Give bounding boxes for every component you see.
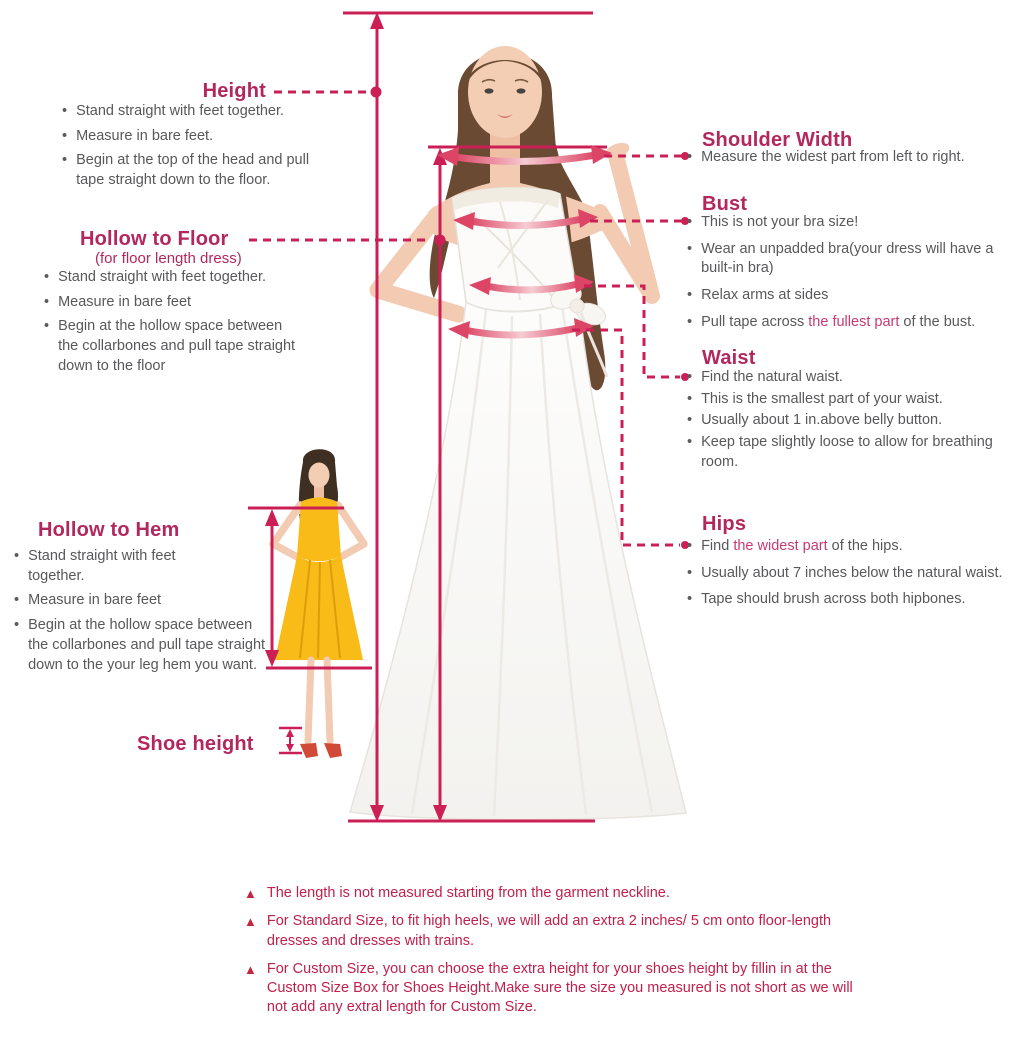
list-item: • Tape should brush across both hipbones. (687, 590, 1009, 610)
list-item: • Measure in bare feet (44, 293, 306, 313)
list-item: • Wear an unpadded bra(your dress will have a built-in bra) (687, 240, 1009, 279)
hips-title: Hips (702, 513, 747, 535)
hips-bullets (687, 537, 1009, 617)
shoulder-width-title: Shoulder Width (702, 129, 853, 151)
list-item: • Begin at the hollow space between the collarbones and pull tape straight down to the your leg hem you want. (14, 616, 266, 675)
list-item-highlight: • Pull tape across the fullest part of the bust. (687, 313, 1009, 333)
list-item: • Stand straight with feet together. (44, 268, 306, 288)
height-bullets (62, 102, 318, 196)
shoe-height-marker (279, 728, 302, 753)
small-model-figure (273, 449, 364, 758)
list-item: • Relax arms at sides (687, 286, 1009, 306)
shoe-height-title: Shoe height (137, 733, 254, 755)
list-item-highlight: • Find the widest part of the hips. (687, 537, 1009, 557)
bust-bullets (687, 213, 1009, 340)
footnote-item: ▲ For Custom Size, you can choose the extra height for your shoes height by fillin in at the Custom Size Box for Shoes Height.Make sure the size you measured is not short as we will not add any extral length for Custom Size. (244, 960, 858, 1018)
list-item: • Measure the widest part from left to right. (687, 148, 1009, 168)
connector-dots (681, 152, 689, 549)
height-title: Height (202, 80, 266, 102)
list-item: • Measure in bare feet (14, 591, 266, 611)
waist-title: Waist (702, 347, 756, 369)
list-item: • Usually about 7 inches below the natural waist. (687, 564, 1009, 584)
waist-bullets (687, 368, 1009, 475)
list-item: • Begin at the top of the head and pull tape straight down to the floor. (62, 151, 318, 190)
list-item: • Usually about 1 in.above belly button. (687, 411, 1009, 431)
hollow-to-hem-bullets (14, 547, 266, 680)
footnote-item: ▲ For Standard Size, to fit high heels, we will add an extra 2 inches/ 5 cm onto floor-length dresses and dresses with trains. (244, 912, 858, 951)
list-item: • Keep tape slightly loose to allow for breathing room. (687, 433, 1009, 472)
list-item: • This is the smallest part of your waist. (687, 390, 1009, 410)
list-item: • Stand straight with feet together. (14, 547, 266, 586)
list-item: • Measure in bare feet. (62, 127, 318, 147)
list-item: • This is not your bra size! (687, 213, 1009, 233)
bust-title: Bust (702, 193, 748, 215)
list-item: • Begin at the hollow space between the collarbones and pull tape straight down to the floor (44, 317, 306, 376)
hollow-to-floor-subtitle: (for floor length dress) (95, 250, 242, 267)
hollow-to-floor-bullets (44, 268, 306, 382)
footnote-item: ▲ The length is not measured starting from the garment neckline. (244, 884, 858, 903)
list-item: • Stand straight with feet together. (62, 102, 318, 122)
hollow-to-floor-title: Hollow to Floor (80, 228, 229, 250)
footnotes (244, 884, 858, 1027)
shoulder-width-bullets (687, 148, 1009, 173)
list-item: • Find the natural waist. (687, 368, 1009, 388)
hollow-to-hem-title: Hollow to Hem (38, 519, 180, 541)
